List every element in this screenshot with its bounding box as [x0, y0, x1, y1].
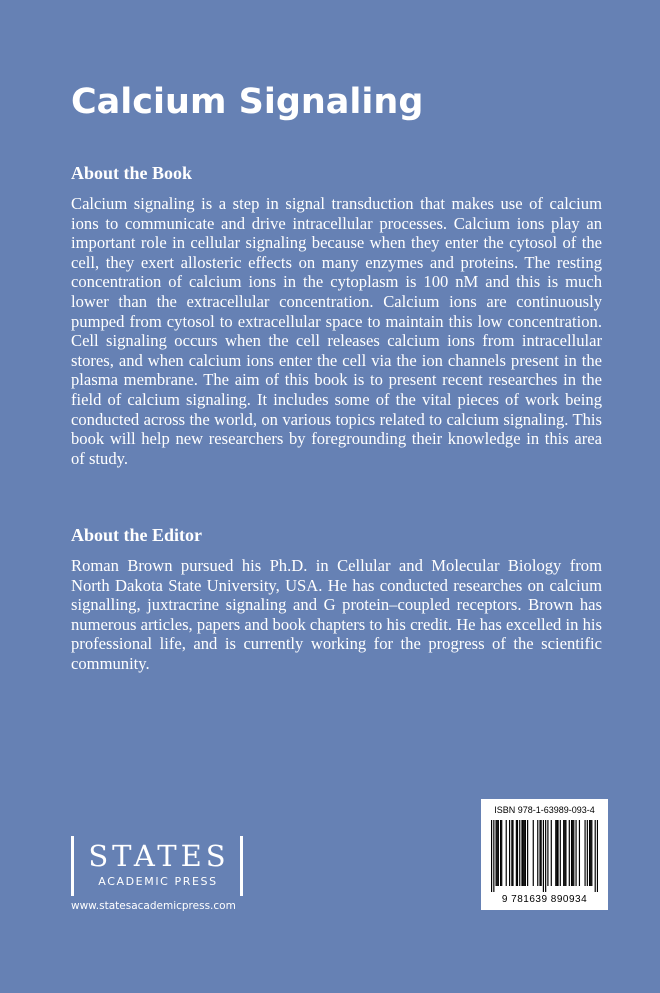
barcode-bar [575, 820, 576, 886]
barcode-bar [541, 820, 542, 886]
barcode-bar [517, 820, 518, 886]
barcode-bar [560, 820, 561, 886]
barcode-digits: 9 781639 890934 [501, 894, 588, 905]
barcode-bar [511, 820, 512, 886]
barcode-bar [519, 820, 520, 886]
barcode-bar [590, 820, 591, 886]
barcode-bar [543, 820, 544, 892]
barcode-bar [509, 820, 510, 886]
publisher-website[interactable]: www.statesacademicpress.com [71, 900, 236, 912]
barcode-bar [565, 820, 566, 886]
barcode-bar [498, 820, 499, 886]
barcode-bar [547, 820, 548, 886]
about-book-text: Calcium signaling is a step in signal transduction that makes use of calcium ions to communicate and drive intracellular processes. Calcium ions play an important role in cellular signaling because when they enter the cytosol of the cell, they exert allosteric effects on many enzymes and proteins. The resting concentration of calcium ions in the cytoplasm is 100 nM and this is much lower than the extracellular concentration. Calcium ions are continuously pumped from cytosol to extracellular space to maintain this low concentration. Cell signaling occurs when the cell releases calcium ions from intracellular stores, and when calcium ions enter the cell via the ion channels present in the plasma membrane. The aim of this book is to present recent researches in the field of calcium signaling. It includes some of the vital pieces of work being conducted across the world, on various topics related to calcium signaling. This book will help new researchers by foregrounding their knowledge in this area of study. [71, 194, 602, 468]
barcode-bar [589, 820, 590, 886]
barcode-bar [595, 820, 596, 892]
barcode-bar [591, 820, 592, 886]
barcode-bar [539, 820, 540, 886]
book-title: Calcium Signaling [71, 82, 424, 122]
about-editor-text: Roman Brown pursued his Ph.D. in Cellular and Molecular Biology from North Dakota State University, USA. He has conducted researches on calcium signalling, juxtracrine signaling and G protein–coupled receptors. Brown has numerous articles, papers and book chapters to his credit. He has excelled in his professional life, and is currently working for the progress of the scientific community. [71, 556, 602, 673]
barcode-bar [493, 820, 494, 892]
barcode-bar [523, 820, 524, 886]
barcode-bar [497, 820, 498, 886]
barcode-bar [537, 820, 538, 886]
barcode-bar [524, 820, 525, 886]
barcode-bar [491, 820, 492, 892]
barcode-bar [569, 820, 570, 886]
publisher-name: STATES [88, 839, 230, 873]
about-book-heading: About the Book [71, 163, 193, 183]
publisher-logo [71, 836, 243, 896]
barcode-bar [512, 820, 513, 886]
barcode-bar [527, 820, 528, 886]
barcode-bar [545, 820, 546, 892]
barcode-bar [496, 820, 497, 886]
barcode-bar [525, 820, 526, 886]
barcode-bar [555, 820, 556, 886]
barcode-bar [551, 820, 552, 886]
about-editor-heading: About the Editor [71, 525, 203, 545]
barcode-bar [587, 820, 588, 886]
barcode-bar [573, 820, 574, 886]
barcode-bar [556, 820, 557, 886]
barcode-bar [557, 820, 558, 886]
barcode-bar [572, 820, 573, 886]
barcode-bar [516, 820, 517, 886]
barcode-bar [521, 820, 522, 886]
barcode-bar [571, 820, 572, 886]
isbn-barcode [481, 799, 608, 910]
barcode-bar [506, 820, 507, 886]
isbn-label: ISBN 978-1-63989-093-4 [494, 805, 595, 815]
barcode-bar [501, 820, 502, 886]
barcode-bar [564, 820, 565, 886]
barcode-bar [584, 820, 585, 886]
barcode-bar [597, 820, 598, 892]
barcode-bars [491, 820, 598, 892]
barcode-bar [500, 820, 501, 886]
barcode-bar [563, 820, 564, 886]
publisher-subtitle: ACADEMIC PRESS [98, 875, 218, 888]
barcode-bar [533, 820, 534, 886]
barcode-bar [579, 820, 580, 886]
